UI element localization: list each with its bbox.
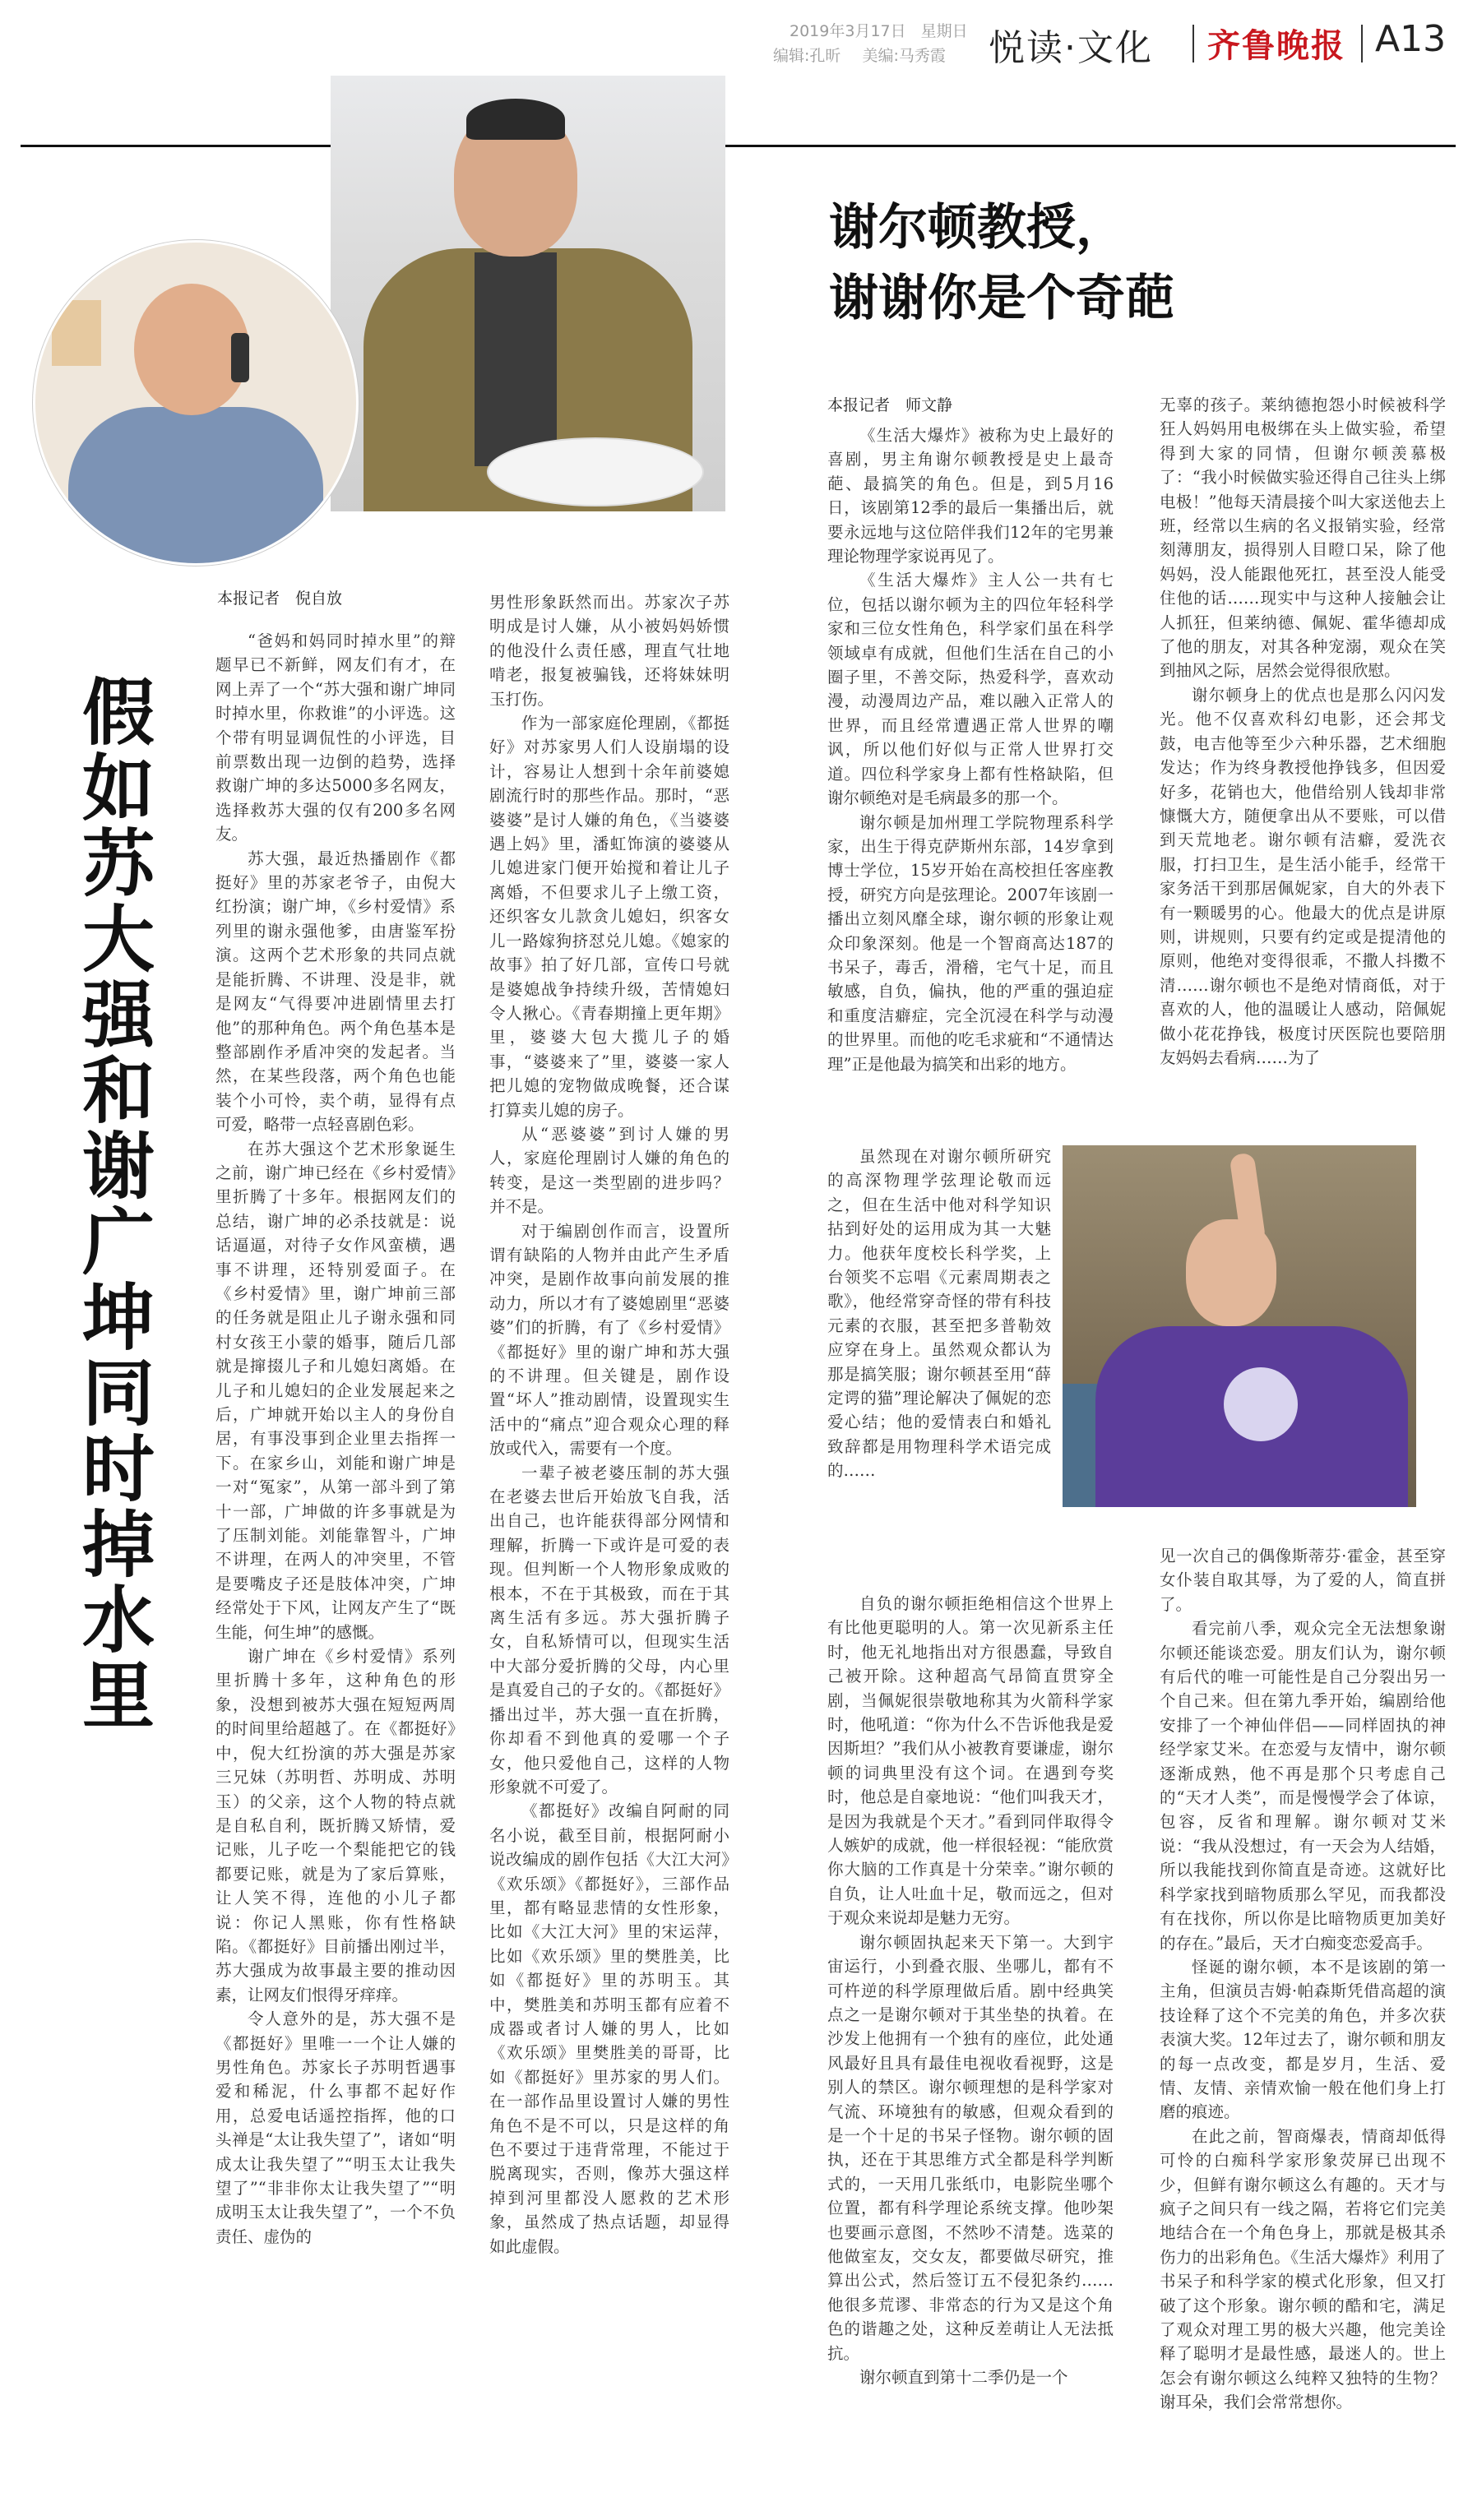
right-article-column-1 — [827, 423, 1114, 1144]
right-article-column-2 — [1160, 393, 1446, 1140]
header-rule — [21, 145, 1456, 147]
right-byline: 本报记者 师文静 — [827, 396, 953, 414]
left-article-column-2 — [489, 590, 729, 2499]
editor-text: 编辑:孔昕 — [773, 47, 841, 65]
photo-sheldon — [1063, 1145, 1416, 1507]
paragraph: 谢尔顿身上的优点也是那么闪闪发光。他不仅喜欢科幻电影，还会邦戈鼓，电吉他等至少六种乐器，艺术细胞发达；作为终身教授他挣钱多，但因爱好多，花销也大，他借给别人钱却非常慷慨大方，随便拿出从不要账，可以借到天荒地老。谢尔顿有洁癖，爱洗衣服，打扫卫生，是生活小能手，经常干家务活干到那居佩妮家，自大的外表下有一颗暖男的心。他最大的优点是讲原则，讲规则，只要有约定或是提清他的原则，他绝对变得很乖，不撒人抖擞不清……谢尔顿也不是绝对情商低，对于喜欢的人，他的温暖让人感动，陪佩妮做小花花挣钱，极度讨厌医院也要陪朋友妈妈去看病……为了 — [1160, 685, 1446, 1067]
right-article-column-1-lower — [827, 1592, 1114, 2499]
right-article-column-1-wrap — [827, 1144, 1051, 1588]
right-headline: 谢尔顿教授， 谢谢你是个奇葩 — [829, 199, 1174, 327]
paragraph: 谢尔顿直到第十二季仍是一个 — [859, 2368, 1068, 2387]
paragraph: 在此之前，智商爆表，情商却低得可怜的白痴科学家形象荧屏已出现不少，但鲜有谢尔顿这么有趣的。天才与疯子之间只有一线之隔，若将它们完美地结合在一个角色身上，那就是极其杀伤力的出彩角色。《生活大爆炸》利用了书呆子和科学家的模式化形象，但又打破了这个形象。谢尔顿的酷和宅，满足了观众对理工男的极大兴趣，他完美诠释了聪明才是最性感，最迷人的。世上怎会有谢尔顿这么纯粹又独特的生物？谢耳朵，我们会常常想你。 — [1160, 2126, 1446, 2412]
paragraph: 《生活大爆炸》被称为史上最好的喜剧，男主角谢尔顿教授是史上最奇葩、最搞笑的角色。但是，到5月16日，该剧第12季的最后一集播出后，就要永远地与这位陪伴我们12年的宅男兼理论物理学家说再见了。 — [827, 426, 1114, 566]
paragraph: 自负的谢尔顿拒绝相信这个世界上有比他更聪明的人。第一次见新系主任时，他无礼地指出对方很愚蠢，导致自己被开除。这种超高气昂简直贯穿全剧，当佩妮很崇敬地称其为火箭科学家时，他吼道：“你为什么不告诉他我是爱因斯坦？”我们从小被教育要谦虚，谢尔顿的词典里没有这个词。在遇到夸奖时，他总是自豪地说：“他们叫我天才，是因为我就是个天才。”看到同伴取得令人嫉妒的成就，他一样很轻视：“能欣赏你大脑的工作真是十分荣幸。”谢尔顿的自负，让人吐血十足，敬而远之，但对于观众来说却是魅力无穷。 — [827, 1594, 1114, 1928]
paragraph: 无辜的孩子。莱纳德抱怨小时候被科学狂人妈妈用电极绑在头上做实验，希望得到大家的同情，但谢尔顿羡慕极了：“我小时候做实验还得自己往头上绑电极！”他每天清晨接个叫大家送他去上班，经常以生病的名义报销实验，经常刻薄朋友，损得别人目瞪口呆，除了他妈妈，没人能跟他死扛，甚至没人能受住他的话……现实中与这种人接触会让人抓狂，但莱纳德、佩妮、霍华德却成了他的朋友，对其各种宠溺，观众在笑到抽风之际，居然会觉得很欣慰。 — [1160, 395, 1446, 681]
issue-date — [790, 21, 987, 41]
paragraph: 见一次自己的偶像斯蒂芬·霍金，甚至穿女仆装自取其辱，为了爱的人，简直拼了。 — [1160, 1547, 1446, 1614]
designer-text: 美编:马秀霞 — [862, 47, 946, 65]
paragraph: 男性形象跃然而出。苏家次子苏明成是讨人嫌，从小被妈妈娇惯的他没什么责任感，理直气壮地啃老，报复被骗钱，还将妹妹明玉打伤。 — [489, 593, 729, 709]
paragraph: 谢尔顿是加州理工学院物理系科学家，出生于得克萨斯州东部，14岁拿到博士学位，15岁开始在高校担任客座教授，研究方向是弦理论。2007年该剧一播出立刻风靡全球，谢尔顿的形象让观众印象深刻。他是一个智商高达187的书呆子，毒舌，滑稽，宅气十足，而且敏感，自负，偏执，他的严重的强迫症和重度洁癖症，完全沉浸在科学与动漫的世界里。而他的吃毛求疵和“不通情达理”正是他最为搞笑和出彩的地方。 — [827, 812, 1114, 1074]
editor-credits — [773, 46, 987, 66]
left-headline: 假如苏大强和谢广坤同时掉水里 — [71, 674, 155, 1733]
page-number: A13 — [1375, 18, 1447, 60]
left-byline: 本报记者 倪自放 — [217, 590, 343, 608]
paragraph: 谢尔顿固执起来天下第一。大到宇宙运行，小到叠衣服、坐哪儿，都有不可杵逆的科学原理做后盾。剧中经典笑点之一是谢尔顿对于其坐垫的执着。在沙发上他拥有一个独有的座位，此处通风最好且具有最佳电视收看视野，这是别人的禁区。谢尔顿理想的是科学家对气流、环境独有的敏感，但观众看到的是一个十足的书呆子怪物。谢尔顿的固执，还在于其思维方式全都是科学判断式的，一天用几张纸巾，电影院坐哪个位置，都有科学理论系统支撑。他吵架也要画示意图，不然吵不清楚。选菜的他做室友，交女友，都要做尽研究，推算出公式，然后签订五不侵犯条约……他很多荒谬、非常态的行为又是这个角色的谐趣之处，这种反差萌让人无法抵抗。 — [827, 1932, 1114, 2363]
paragraph: 《生活大爆炸》主人公一共有七位，包括以谢尔顿为主的四位年轻科学家和三位女性角色，科学家们虽在科学领域卓有成就，但他们生活在自己的小圈子里，不善交际，热爱科学，喜欢动漫，动漫周边产品，难以融入正常人的世界，而且经常遭遇正常人世界的嘲讽，所以他们好似与正常人世界打交道。四位科学家身上都有性格缺陷，但谢尔顿绝对是毛病最多的那一个。 — [827, 571, 1114, 808]
paragraph: 苏大强，最近热播剧作《都挺好》里的苏家老爷子，由倪大红扮演；谢广坤，《乡村爱情》系列里的谢永强他爹，由唐鉴军扮演。这两个艺术形象的共同点就是能折腾、不讲理、没是非，就是网友“气得要冲进剧情里去打他”的那种角色。两个角色基本是整部剧作矛盾冲突的发起者。当然，在某些段落，两个角色也能装个小可怜，卖个萌，显得有点可爱，略带一点轻喜剧色彩。 — [215, 848, 456, 1135]
newspaper-logo: 齐鲁晚报 — [1207, 26, 1345, 65]
header-divider — [1361, 25, 1363, 62]
paragraph: 看完前八季，观众完全无法想象谢尔顿还能谈恋爱。朋友们认为，谢尔顿有后代的唯一可能性是自己分裂出另一个自己来。但在第九季开始，编剧给他安排了一个神仙伴侣——同样固执的神经学家艾米。在恋爱与友情中，谢尔顿逐渐成熟，他不再是那个只考虑自己的“天才人类”，而是慢慢学会了体谅，包容，反省和理解。谢尔顿对艾米说：“我从没想过，有一天会为人结婚，所以我能找到你简直是奇迹。这就好比科学家找到暗物质那么罕见，而我都没有在找你，所以你是比暗物质更加美好的存在。”最后，天才白痴变恋爱高手。 — [1160, 1619, 1446, 1953]
paragraph: 作为一部家庭伦理剧，《都挺好》对苏家男人们人设崩塌的设计，容易让人想到十余年前婆媳剧流行时的那些作品。那时，“恶婆婆”是讨人嫌的角色，《当婆婆遇上妈》里，潘虹饰演的婆婆从儿媳进家门便开始搅和着让儿子离婚，不但要求儿子上缴工资，还织客女儿款贪儿媳妇，织客女儿一路嫁狗挤怼兑儿媳。《媳家的故事》拍了好几部，宣传口号就是婆媳战争持续升级，苦情媳妇令人揪心。《青春期撞上更年期》里，婆婆大包大揽儿子的婚事，“婆婆来了”里，婆婆一家人把儿媳的宠物做成晚餐，还合谋打算卖儿媳的房子。 — [489, 714, 729, 1120]
paragraph: 从“恶婆婆”到讨人嫌的男人，家庭伦理剧讨人嫌的角色的转变，是这一类型剧的进步吗？并不是。 — [489, 1124, 729, 1217]
header-divider — [1192, 25, 1194, 62]
paragraph: 在苏大强这个艺术形象诞生之前，谢广坤已经在《乡村爱情》里折腾了十多年。根据网友们的总结，谢广坤的必杀技就是：说话逼逼，对待子女作风蛮横，遇事不讲理，还特别爱面子。在《乡村爱情》里，谢广坤前三部的任务就是阻止儿子谢永强和同村女孩王小蒙的婚事，随后几部就是撺掇儿子和儿媳妇离婚。在儿子和儿媳妇的企业发展起来之后，广坤就开始以主人的身份自居，有事没事到企业里去指挥一下。在家乡山，刘能和谢广坤是一对“冤家”，从第一部斗到了第十一部，广坤做的许多事就是为了压制刘能。刘能靠智斗，广坤不讲理，在两人的冲突里，不管是要嘴皮子还是肢体冲突，广坤经常处于下风，让网友产生了“既生能，何生坤”的感慨。 — [215, 1139, 456, 1642]
weekday-text: 星期日 — [920, 22, 968, 40]
paragraph: 令人意外的是，苏大强不是《都挺好》里唯一一个让人嫌的男性角色。苏家长子苏明哲遇事爱和稀泥，什么事都不起好作用，总爱电话遥控指挥，他的口头禅是“太让我失望了”，诸如“明成太让我失望了”“明玉太让我失望了”“非非你太让我失望了”“明成明玉太让我失望了”，一个不负责任、虚伪的 — [215, 2009, 456, 2246]
photo-su-daqiang-eating — [331, 76, 725, 511]
paragraph: “爸妈和妈同时掉水里”的辩题早已不新鲜，网友们有才，在网上弄了一个“苏大强和谢广坤同时掉水里，你救谁”的小评选。这个带有明显调侃性的小评选，目前票数出现一边倒的趋势，选择救谢广坤的多达5000多名网友，选择救苏大强的仅有200多名网友。 — [215, 631, 456, 844]
paragraph: 一辈子被老婆压制的苏大强在老婆去世后开始放飞自我，活出自己，也许能获得部分网情和理解，折腾一下或许是可爱的表现。但判断一个人物形象成败的根本，不在于其极致，而在于其离生活有多远。苏大强折腾子女，自私矫情可以，但现实生活中大部分爱折腾的父母，内心里是真爱自己的子女的。《都挺好》播出过半，苏大强一直在折腾，你却看不到他真的爱哪一个子女，他只爱他自己，这样的人物形象就不可爱了。 — [489, 1463, 729, 1796]
photo-xie-guangkun-phone — [33, 240, 359, 566]
section-title: 悦读·文化 — [989, 27, 1153, 69]
paragraph: 怪诞的谢尔顿，本不是该剧的第一主角，但演员吉姆·帕森斯凭借高超的演技诠释了这个不完美的角色，并多次获表演大奖。12年过去了，谢尔顿和朋友的每一点改变，都是岁月，生活、爱情、友情、亲情欢愉一般在他们身上打磨的痕迹。 — [1160, 1957, 1446, 2122]
paragraph: 对于编剧创作而言，设置所谓有缺陷的人物并由此产生矛盾冲突，是剧作故事向前发展的推动力，所以才有了婆媳剧里“恶婆婆”们的折腾，有了《乡村爱情》《都挺好》里的谢广坤和苏大强的不讲理。但关键是，剧作设置“坏人”推动剧情，设置现实生活中的“痛点”迎合观众心理的释放或代入，需要有一个度。 — [489, 1221, 729, 1459]
right-article-column-2-lower — [1160, 1544, 1446, 2499]
paragraph: 《都挺好》改编自阿耐的同名小说，截至目前，根据阿耐小说改编成的剧作包括《大江大河》《欢乐颂》《都挺好》，三部作品里，都有略显悲情的女性形象，比如《大江大河》里的宋运萍，比如《欢乐颂》里的樊胜美，比如《都挺好》里的苏明玉。其中，樊胜美和苏明玉都有应着不成器或者讨人嫌的男人，比如《欢乐颂》里樊胜美的哥哥，比如《都挺好》里苏家的男人们。在一部作品里设置讨人嫌的男性角色不是不可以，只是这样的角色不要过于违背常理，不能过于脱离现实，否则，像苏大强这样掉到河里都没人愿救的艺术形象，虽然成了热点话题，却显得如此虚假。 — [489, 1801, 729, 2256]
date-text: 2019年3月17日 — [790, 22, 906, 40]
paragraph: 谢广坤在《乡村爱情》系列里折腾十多年，这种角色的形象，没想到被苏大强在短短两周的时间里给超越了。在《都挺好》中，倪大红扮演的苏大强是苏家三兄妹（苏明哲、苏明成、苏明玉）的父亲，这个人物的特点就是自私自利，既折腾又矫情，爱记账，儿子吃一个梨能把它的钱都要记账，就是为了家后算账，让人笑不得，连他的小儿子都说：你记人黑账，你有性格缺陷。《都挺好》目前播出刚过半，苏大强成为故事最主要的推动因素，让网友们恨得牙痒痒。 — [215, 1647, 456, 2004]
left-article-column-1 — [215, 629, 456, 2499]
paragraph: 虽然现在对谢尔顿所研究的高深物理学弦理论敬而远之，但在生活中他对科学知识拈到好处的运用成为其一大魅力。他获年度校长科学奖，上台领奖不忘唱《元素周期表之歌》，他经常穿奇怪的带有科技元素的衣服，甚至把多普勒效应穿在身上。虽然观众都认为那是搞笑服；谢尔顿甚至用“薛定谔的猫”理论解决了佩妮的恋爱心结；他的爱情表白和婚礼致辞都是用物理科学术语完成的…… — [827, 1147, 1051, 1481]
